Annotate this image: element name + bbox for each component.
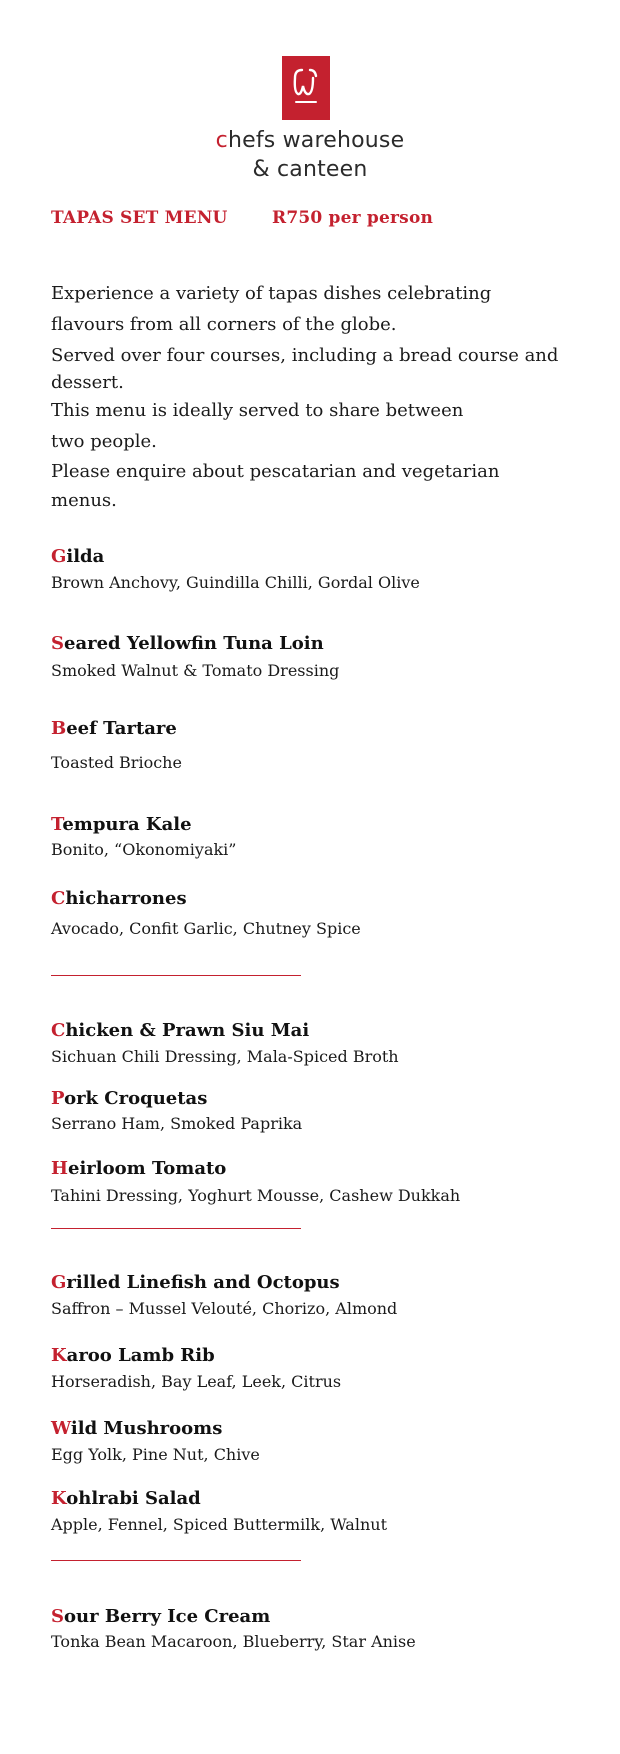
dish-name [51, 1345, 215, 1366]
dish-name-rest: eirloom Tomato [68, 1158, 227, 1179]
dish-name [51, 718, 177, 739]
dish-name [51, 1158, 226, 1179]
dish-description: Apple, Fennel, Spiced Buttermilk, Walnut [51, 1515, 387, 1534]
dish-initial: S [51, 633, 64, 654]
brand-name-accent: c [215, 128, 228, 153]
dish-name-rest: hicharrones [65, 888, 187, 909]
dish-name-rest: eef Tartare [66, 718, 177, 739]
dish-description: Tahini Dressing, Yoghurt Mousse, Cashew Dukkah [51, 1186, 461, 1205]
dish-description: Horseradish, Bay Leaf, Leek, Citrus [51, 1372, 342, 1391]
dish-description: Tonka Bean Macaroon, Blueberry, Star Anise [51, 1632, 416, 1651]
dish-initial: C [51, 1020, 66, 1041]
intro-line: dessert. [51, 372, 124, 393]
dish-initial: B [51, 718, 67, 739]
dish-initial: K [51, 1488, 67, 1509]
course-divider [51, 1560, 301, 1561]
dish-description: Bonito, “Okonomiyaki” [51, 840, 237, 859]
brand-name-rest: hefs warehouse [227, 128, 405, 153]
dish-initial: K [51, 1345, 67, 1366]
intro-line: flavours from all corners of the globe. [51, 314, 397, 335]
dish-name-rest: ilda [66, 546, 105, 567]
dish-name [51, 546, 104, 567]
dish-initial: C [51, 888, 66, 909]
dish-name [51, 1418, 222, 1439]
dish-name [51, 1606, 270, 1627]
intro-line: Served over four courses, including a bread course and [51, 345, 559, 366]
dish-initial: W [51, 1418, 71, 1439]
dish-description: Serrano Ham, Smoked Paprika [51, 1114, 303, 1133]
chefs-warehouse-logo-icon [282, 56, 330, 120]
dish-description: Smoked Walnut & Tomato Dressing [51, 661, 340, 680]
dish-name-rest: our Berry Ice Cream [64, 1606, 271, 1627]
intro-line: two people. [51, 431, 157, 452]
dish-description: Brown Anchovy, Guindilla Chilli, Gordal Olive [51, 573, 420, 592]
menu-price: R750 per person [272, 208, 434, 228]
dish-initial: G [51, 1272, 67, 1293]
dish-description: Avocado, Confit Garlic, Chutney Spice [51, 919, 361, 938]
dish-name [51, 814, 192, 835]
dish-name-rest: empura Kale [62, 814, 192, 835]
dish-name-rest: hicken & Prawn Siu Mai [65, 1020, 310, 1041]
brand-name [0, 128, 620, 153]
dish-initial: H [51, 1158, 69, 1179]
dish-initial: G [51, 546, 67, 567]
intro-line: Please enquire about pescatarian and vegetarian [51, 461, 500, 482]
dish-name [51, 1272, 340, 1293]
dish-name [51, 1088, 207, 1109]
dish-description: Toasted Brioche [51, 753, 182, 772]
dish-name-rest: ork Croquetas [64, 1088, 208, 1109]
dish-name-rest: ild Mushrooms [70, 1418, 223, 1439]
brand-name-line2: & canteen [252, 157, 368, 182]
dish-description: Egg Yolk, Pine Nut, Chive [51, 1445, 260, 1464]
dish-description: Saffron – Mussel Velouté, Chorizo, Almond [51, 1299, 398, 1318]
dish-description: Sichuan Chili Dressing, Mala-Spiced Broth [51, 1047, 399, 1066]
dish-name-rest: ohlrabi Salad [66, 1488, 201, 1509]
menu-title: TAPAS SET MENU [51, 208, 228, 228]
dish-name [51, 633, 324, 654]
dish-initial: P [51, 1088, 65, 1109]
dish-name [51, 1488, 201, 1509]
intro-line: This menu is ideally served to share between [51, 400, 464, 421]
course-divider [51, 975, 301, 976]
dish-name-rest: rilled Linefish and Octopus [66, 1272, 340, 1293]
course-divider [51, 1228, 301, 1229]
dish-initial: S [51, 1606, 64, 1627]
dish-name-rest: eared Yellowfin Tuna Loin [64, 633, 324, 654]
dish-initial: T [51, 814, 63, 835]
intro-line: Experience a variety of tapas dishes celebrating [51, 283, 492, 304]
dish-name [51, 1020, 309, 1041]
intro-line: menus. [51, 490, 117, 511]
dish-name-rest: aroo Lamb Rib [66, 1345, 215, 1366]
dish-name [51, 888, 187, 909]
